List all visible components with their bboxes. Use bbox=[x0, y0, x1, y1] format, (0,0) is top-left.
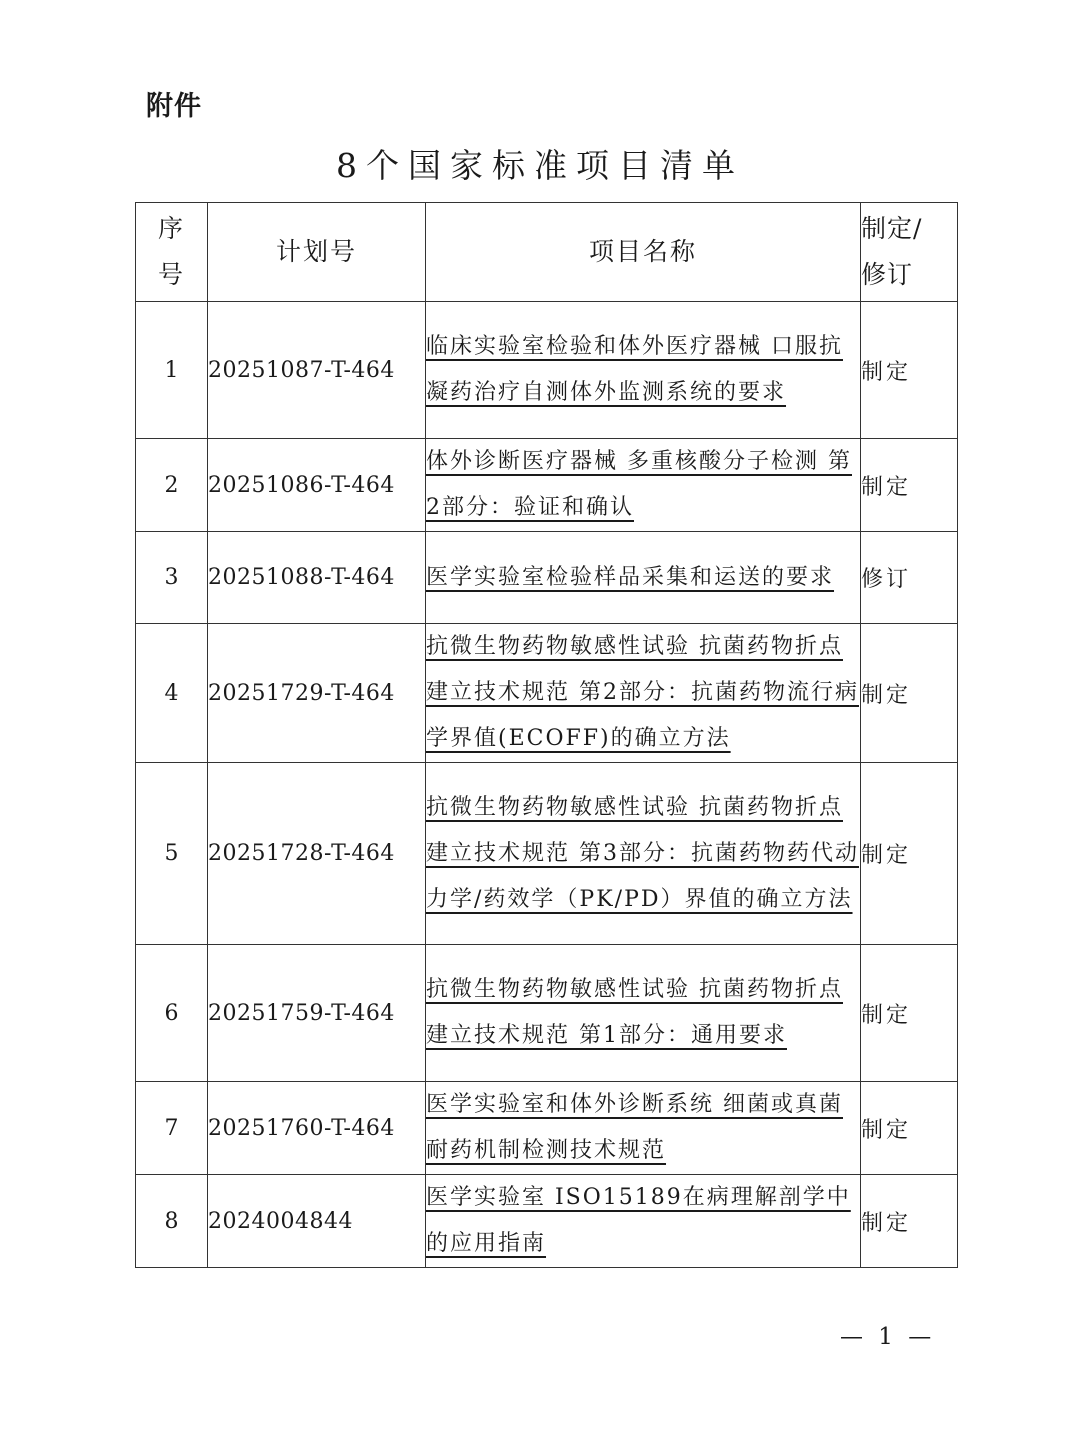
table-row bbox=[136, 1082, 958, 1175]
row-index: 3 bbox=[136, 532, 208, 624]
row-index: 6 bbox=[136, 945, 208, 1082]
row-index: 8 bbox=[136, 1175, 208, 1268]
table-row bbox=[136, 763, 958, 945]
row-plan-no: 20251759-T-464 bbox=[208, 945, 426, 1082]
row-project-name bbox=[426, 763, 861, 945]
row-index: 2 bbox=[136, 439, 208, 532]
project-name-link[interactable]: 医学实验室检验样品采集和运送的要求 bbox=[426, 564, 835, 590]
header-index bbox=[136, 203, 208, 302]
row-index: 5 bbox=[136, 763, 208, 945]
table-row bbox=[136, 945, 958, 1082]
header-plan-no: 计划号 bbox=[208, 203, 426, 302]
row-type: 制定 bbox=[861, 302, 958, 439]
header-type-line1: 制定/ bbox=[861, 214, 923, 243]
project-name-link[interactable]: 抗微生物药物敏感性试验 抗菌药物折点建立技术规范 第1部分：通用要求 bbox=[426, 977, 843, 1048]
row-plan-no: 20251760-T-464 bbox=[208, 1082, 426, 1175]
table-header-row bbox=[136, 203, 958, 302]
project-name-link[interactable]: 临床实验室检验和体外医疗器械 口服抗凝药治疗自测体外监测系统的要求 bbox=[426, 334, 843, 405]
row-project-name bbox=[426, 1082, 861, 1175]
row-plan-no: 20251087-T-464 bbox=[208, 302, 426, 439]
row-type: 制定 bbox=[861, 1082, 958, 1175]
project-name-link[interactable]: 抗微生物药物敏感性试验 抗菌药物折点建立技术规范 第2部分：抗菌药物流行病学界值(ECOFF)的确立方法 bbox=[426, 634, 859, 751]
table-row bbox=[136, 532, 958, 624]
row-plan-no: 20251086-T-464 bbox=[208, 439, 426, 532]
row-type: 制定 bbox=[861, 1175, 958, 1268]
project-name-link[interactable]: 医学实验室 ISO15189在病理解剖学中的应用指南 bbox=[426, 1185, 851, 1256]
header-index-line2: 号 bbox=[157, 260, 185, 289]
row-project-name bbox=[426, 302, 861, 439]
row-project-name bbox=[426, 945, 861, 1082]
document-title: 8个国家标准项目清单 bbox=[336, 146, 744, 185]
standards-table bbox=[135, 202, 958, 1268]
row-project-name bbox=[426, 532, 861, 624]
row-plan-no: 2024004844 bbox=[208, 1175, 426, 1268]
row-type: 制定 bbox=[861, 763, 958, 945]
attachment-label: 附件 bbox=[146, 91, 202, 122]
project-name-link[interactable]: 抗微生物药物敏感性试验 抗菌药物折点建立技术规范 第3部分：抗菌药物药代动力学/药效学（PK/PD）界值的确立方法 bbox=[426, 794, 859, 912]
table-row bbox=[136, 439, 958, 532]
page-number: — 1 — bbox=[840, 1324, 936, 1350]
row-type: 制定 bbox=[861, 624, 958, 763]
row-type: 制定 bbox=[861, 945, 958, 1082]
header-index-line1: 序 bbox=[157, 214, 185, 243]
header-type-line2: 修订 bbox=[861, 260, 914, 289]
row-type: 制定 bbox=[861, 439, 958, 532]
row-index: 4 bbox=[136, 624, 208, 763]
row-plan-no: 20251728-T-464 bbox=[208, 763, 426, 945]
row-plan-no: 20251729-T-464 bbox=[208, 624, 426, 763]
row-project-name bbox=[426, 1175, 861, 1268]
header-project-name: 项目名称 bbox=[426, 203, 861, 302]
row-plan-no: 20251088-T-464 bbox=[208, 532, 426, 624]
table-row bbox=[136, 302, 958, 439]
table-row bbox=[136, 624, 958, 763]
table-row bbox=[136, 1175, 958, 1268]
row-project-name bbox=[426, 624, 861, 763]
header-type bbox=[861, 203, 958, 302]
project-name-link[interactable]: 医学实验室和体外诊断系统 细菌或真菌耐药机制检测技术规范 bbox=[426, 1092, 843, 1163]
row-index: 7 bbox=[136, 1082, 208, 1175]
row-project-name bbox=[426, 439, 861, 532]
project-name-link[interactable]: 体外诊断医疗器械 多重核酸分子检测 第2部分：验证和确认 bbox=[426, 449, 852, 520]
row-index: 1 bbox=[136, 302, 208, 439]
row-type: 修订 bbox=[861, 532, 958, 624]
